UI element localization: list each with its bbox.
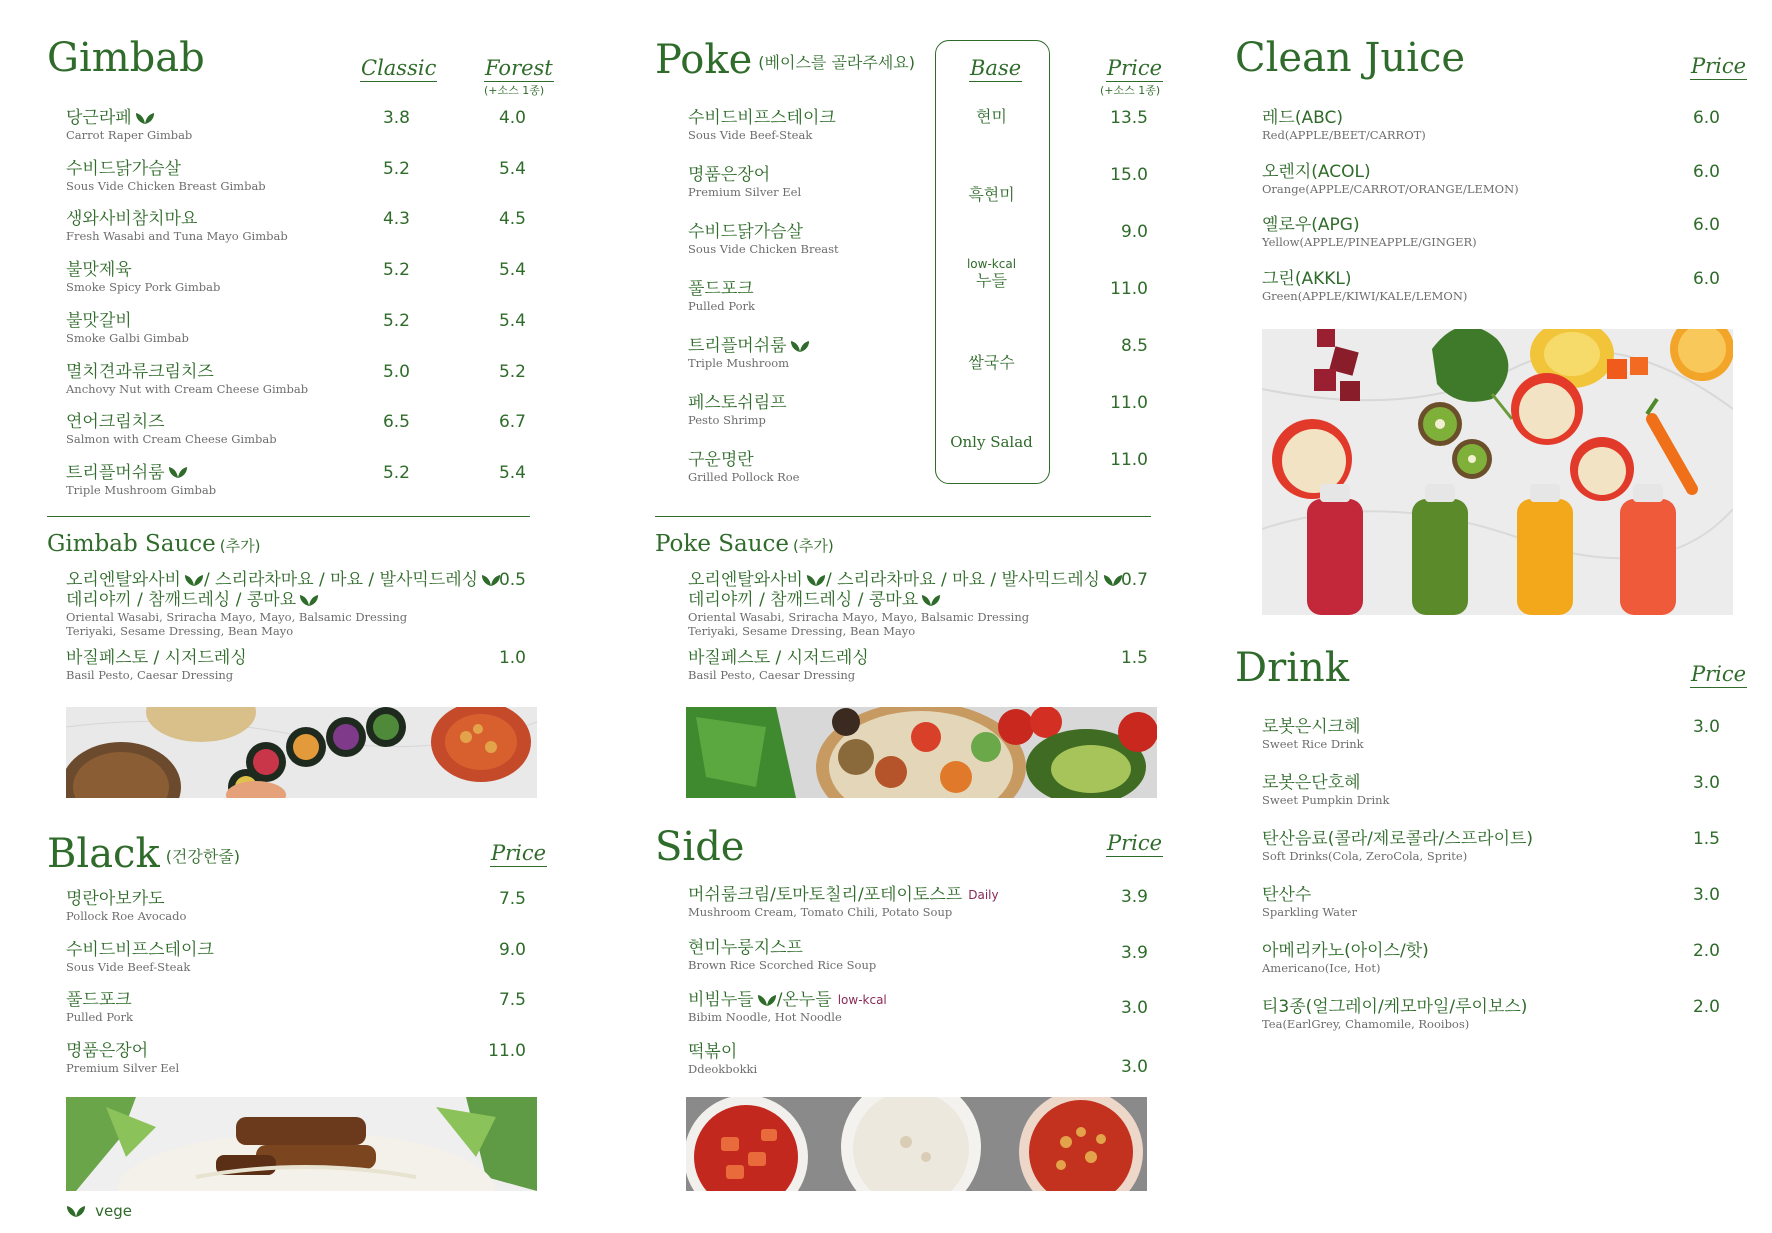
- black-photo: [66, 1097, 537, 1191]
- divider: [47, 516, 530, 517]
- gimbab-name-ko: 멸치견과류크림치즈: [66, 361, 214, 382]
- black-name-ko: 풀드포크: [66, 990, 132, 1011]
- drink-name-ko: 탄산음료(콜라/제로콜라/스프라이트): [1262, 829, 1534, 849]
- gimbab-forest: 5.4: [498, 158, 526, 179]
- drink-name-en: Soft Drinks(Cola, ZeroCola, Sprite): [1262, 849, 1468, 863]
- drink-price: 1.5: [1692, 829, 1720, 849]
- vege-leaf-icon: [757, 994, 777, 1007]
- side-price-4: 3.0: [1120, 1057, 1148, 1077]
- juice-name-en: Orange(APPLE/CARROT/ORANGE/LEMON): [1262, 181, 1519, 196]
- side-item-4: 떡볶이 Ddeokbokki: [688, 1042, 758, 1076]
- gimbab-photo: [66, 707, 537, 798]
- black-price: 7.5: [498, 990, 526, 1011]
- black-price: 7.5: [498, 889, 526, 909]
- gimbab-forest: 4.0: [498, 108, 526, 128]
- poke-price: 11.0: [1110, 279, 1148, 299]
- black-item: [66, 940, 214, 974]
- drink-name-ko: 탄산수: [1262, 885, 1312, 905]
- drink-title: Drink: [1235, 645, 1349, 691]
- poke-item: [688, 336, 810, 370]
- poke-name-ko: 수비드비프스테이크: [688, 108, 836, 128]
- side-price-1: 3.9: [1120, 887, 1148, 907]
- black-price: 9.0: [498, 939, 526, 960]
- gimbab-forest: 5.2: [498, 361, 526, 382]
- poke-item: [688, 222, 839, 256]
- poke-name-ko: 트리플머쉬룸: [688, 336, 787, 356]
- drink-price: 3.0: [1692, 885, 1720, 905]
- gimbab-item: [66, 362, 308, 396]
- gimbab-sauce-item-2: 바질페스토 / 시저드레싱 Basil Pesto, Caesar Dressing: [66, 648, 247, 682]
- poke-item: [688, 165, 801, 199]
- gimbab-col-forest: Forest: [484, 57, 554, 82]
- poke-base-1[interactable]: 현미: [976, 107, 1007, 126]
- gimbab-forest: 6.7: [498, 412, 526, 433]
- drink-name-en: Sweet Rice Drink: [1262, 737, 1364, 751]
- vege-leaf-icon: [806, 574, 826, 587]
- juice-name-ko: 옐로우(APG): [1262, 215, 1360, 236]
- poke-item: [688, 108, 836, 142]
- juice-name-ko: 오렌지(ACOL): [1262, 161, 1371, 182]
- vege-leaf-icon: [66, 1205, 86, 1218]
- side-price-3: 3.0: [1120, 998, 1148, 1018]
- poke-sauce-title: Poke Sauce (추가): [655, 531, 834, 557]
- vege-leaf-icon: [135, 112, 155, 125]
- gimbab-name-ko: 트리플머쉬룸: [66, 462, 165, 483]
- poke-sauce-item-2: 바질페스토 / 시저드레싱 Basil Pesto, Caesar Dressing: [688, 648, 869, 682]
- juice-item: [1262, 108, 1426, 142]
- side-item-3: 비빔누들 /온누들 $^{low-kcal}$ Bibim Noodle, Hot Noodle: [688, 990, 887, 1024]
- gimbab-classic: 3.8: [382, 108, 410, 128]
- gimbab-name-en: Sous Vide Chicken Breast Gimbab: [66, 178, 266, 193]
- poke-name-ko: 풀드포크: [688, 279, 754, 299]
- gimbab-name-en: Anchovy Nut with Cream Cheese Gimbab: [66, 381, 309, 396]
- drink-item: [1262, 717, 1364, 751]
- poke-base-2[interactable]: 흑현미: [968, 185, 1015, 204]
- drink-item: [1262, 773, 1390, 807]
- gimbab-name-ko: 연어크림치즈: [66, 412, 165, 433]
- gimbab-classic: 5.2: [382, 310, 410, 331]
- gimbab-item: [66, 412, 277, 446]
- black-name-en: Premium Silver Eel: [66, 1061, 180, 1076]
- juice-price: 6.0: [1692, 215, 1720, 236]
- drink-name-ko: 로봇은시크혜: [1262, 717, 1361, 737]
- juice-name-en: Green(APPLE/KIWI/KALE/LEMON): [1262, 289, 1468, 304]
- gimbab-classic: 5.2: [382, 260, 410, 281]
- poke-name-ko: 페스토쉬림프: [688, 393, 787, 413]
- drink-price: 3.0: [1692, 717, 1720, 737]
- black-name-en: Pulled Pork: [66, 1010, 133, 1025]
- gimbab-title: Gimbab: [47, 35, 205, 81]
- gimbab-item: [66, 311, 189, 345]
- juice-name-ko: 레드(ABC): [1262, 108, 1343, 128]
- gimbab-forest: 5.4: [498, 462, 526, 483]
- poke-base-3-note: low-kcal: [966, 257, 1017, 271]
- juice-item: [1262, 162, 1519, 196]
- juice-name-en: Red(APPLE/BEET/CARROT): [1262, 128, 1426, 142]
- poke-price: 11.0: [1110, 393, 1148, 413]
- gimbab-name-ko: 당근라페: [66, 108, 132, 128]
- gimbab-classic: 5.2: [382, 462, 410, 483]
- poke-base-5[interactable]: Only Salad: [950, 433, 1033, 451]
- poke-name-en: Premium Silver Eel: [688, 185, 802, 199]
- poke-col-price-note: (+소스 1종): [1100, 84, 1161, 97]
- gimbab-name-en: Smoke Galbi Gimbab: [66, 330, 189, 345]
- drink-price: 2.0: [1692, 941, 1720, 961]
- poke-sauce-item-1: 오리엔탈와사비 / 스리라차마요 / 마요 / 발사믹드레싱 데리야끼 / 참깨드레싱 / 콩마요 Oriental Wasabi, Sriracha Mayo, Mayo, Balsamic Dressing Teriyaki, Sesame Dressing, Bean Mayo: [688, 570, 1123, 638]
- drink-name-en: Americano(Ice, Hot): [1262, 961, 1381, 975]
- vege-leaf-icon: [921, 594, 941, 607]
- juice-price: 6.0: [1692, 161, 1720, 182]
- vege-leaf-icon: [790, 340, 810, 353]
- gimbab-forest: 5.4: [498, 310, 526, 331]
- drink-price: 3.0: [1692, 773, 1720, 793]
- vege-leaf-icon: [184, 574, 204, 587]
- juice-item: [1262, 269, 1467, 303]
- gimbab-name-en: Triple Mushroom Gimbab: [66, 482, 217, 497]
- gimbab-name-ko: 불맛갈비: [66, 310, 132, 331]
- black-name-en: Sous Vide Beef-Steak: [66, 959, 191, 974]
- black-name-ko: 수비드비프스테이크: [66, 939, 214, 960]
- side-item-1: 머쉬룸크림/토마토칠리/포테이토스프 $^{Daily}$ Mushroom Cream, Tomato Chili, Potato Soup: [688, 885, 999, 919]
- poke-sauce-price-1: 0.7: [1120, 570, 1148, 590]
- juice-col-price: Price: [1690, 55, 1747, 80]
- gimbab-forest: 4.5: [498, 209, 526, 230]
- poke-price: 15.0: [1110, 165, 1148, 185]
- black-name-ko: 명란아보카도: [66, 889, 165, 909]
- gimbab-classic: 4.3: [382, 209, 410, 230]
- vege-leaf-icon: [299, 594, 319, 607]
- poke-name-en: Triple Mushroom: [688, 356, 790, 370]
- poke-price: 13.5: [1110, 108, 1148, 128]
- drink-price: 2.0: [1692, 997, 1720, 1017]
- poke-name-en: Pesto Shrimp: [688, 413, 766, 427]
- black-item: [66, 889, 186, 923]
- poke-name-ko: 명품은장어: [688, 165, 771, 185]
- juice-photo: [1262, 329, 1733, 615]
- black-item: [66, 1041, 179, 1075]
- poke-photo: [686, 707, 1157, 798]
- juice-item: [1262, 215, 1477, 249]
- gimbab-col-forest-note: (+소스 1종): [484, 84, 545, 97]
- gimbab-name-en: Carrot Raper Gimbab: [66, 128, 193, 142]
- juice-price: 6.0: [1692, 108, 1720, 128]
- vege-leaf-icon: [168, 466, 188, 479]
- gimbab-classic: 5.2: [382, 158, 410, 179]
- poke-item: [688, 279, 755, 313]
- drink-name-ko: 로봇은단호혜: [1262, 773, 1361, 793]
- legend-vege: vege: [66, 1201, 132, 1221]
- side-item-2: 현미누룽지스프 Brown Rice Scorched Rice Soup: [688, 938, 877, 972]
- black-price: 11.0: [488, 1041, 526, 1062]
- gimbab-item: [66, 108, 192, 142]
- poke-col-price: Price: [1106, 57, 1163, 82]
- poke-base-3[interactable]: 누들: [976, 271, 1007, 290]
- poke-sauce-price-2: 1.5: [1120, 648, 1148, 668]
- gimbab-name-en: Smoke Spicy Pork Gimbab: [66, 280, 221, 295]
- gimbab-col-classic: Classic: [360, 57, 437, 82]
- gimbab-item: [66, 260, 220, 294]
- side-title: Side: [655, 824, 745, 870]
- juice-price: 6.0: [1692, 269, 1720, 290]
- black-item: [66, 990, 133, 1024]
- juice-name-ko: 그린(AKKL): [1262, 269, 1352, 290]
- poke-item: [688, 450, 799, 484]
- gimbab-name-en: Fresh Wasabi and Tuna Mayo Gimbab: [66, 229, 288, 244]
- poke-name-ko: 구운명란: [688, 450, 754, 470]
- poke-price: 11.0: [1110, 450, 1148, 470]
- drink-item: [1262, 941, 1429, 975]
- gimbab-forest: 5.4: [498, 260, 526, 281]
- poke-title: Poke (베이스를 골라주세요): [655, 37, 915, 83]
- gimbab-sauce-price-1: 0.5: [498, 570, 526, 590]
- side-photo: [686, 1097, 1147, 1191]
- juice-name-en: Yellow(APPLE/PINEAPPLE/GINGER): [1262, 235, 1477, 250]
- gimbab-item: [66, 159, 266, 193]
- poke-price: 8.5: [1120, 336, 1148, 356]
- black-title: Black (건강한줄): [47, 831, 240, 877]
- drink-item: [1262, 829, 1533, 863]
- gimbab-name-ko: 생와사비참치마요: [66, 209, 198, 230]
- drink-name-en: Tea(EarlGrey, Chamomile, Rooibos): [1262, 1017, 1470, 1031]
- drink-item: [1262, 885, 1357, 919]
- gimbab-item: [66, 463, 216, 497]
- juice-title: Clean Juice: [1235, 35, 1466, 81]
- side-col-price: Price: [1106, 832, 1163, 857]
- gimbab-classic: 6.5: [382, 412, 410, 433]
- drink-name-en: Sparkling Water: [1262, 905, 1357, 919]
- gimbab-sauce-price-2: 1.0: [498, 648, 526, 668]
- drink-name-ko: 아메리카노(아이스/핫): [1262, 941, 1429, 961]
- poke-name-en: Sous Vide Chicken Breast: [688, 242, 839, 256]
- gimbab-sauce-title: Gimbab Sauce (추가): [47, 531, 261, 557]
- poke-base-4[interactable]: 쌀국수: [968, 353, 1015, 372]
- gimbab-sauce-item-1: 오리엔탈와사비 / 스리라차마요 / 마요 / 발사믹드레싱 데리야끼 / 참깨드레싱 / 콩마요 Oriental Wasabi, Sriracha Mayo, Mayo, Balsamic Dressing Teriyaki, Sesame Dressing, Bean Mayo: [66, 570, 501, 638]
- poke-name-en: Sous Vide Beef-Steak: [688, 128, 813, 142]
- poke-price: 9.0: [1120, 222, 1148, 242]
- drink-name-ko: 티3종(얼그레이/케모마일/루이보스): [1262, 997, 1528, 1017]
- poke-col-base: Base: [969, 57, 1022, 82]
- poke-name-en: Pulled Pork: [688, 299, 755, 313]
- gimbab-name-en: Salmon with Cream Cheese Gimbab: [66, 432, 277, 447]
- drink-name-en: Sweet Pumpkin Drink: [1262, 793, 1390, 807]
- gimbab-name-ko: 불맛제육: [66, 260, 132, 281]
- poke-name-en: Grilled Pollock Roe: [688, 470, 800, 484]
- black-name-ko: 명품은장어: [66, 1041, 149, 1062]
- gimbab-classic: 5.0: [382, 361, 410, 382]
- black-name-en: Pollock Roe Avocado: [66, 909, 187, 923]
- gimbab-name-ko: 수비드닭가슴살: [66, 158, 181, 179]
- divider: [655, 516, 1151, 517]
- poke-item: [688, 393, 787, 427]
- poke-name-ko: 수비드닭가슴살: [688, 222, 803, 242]
- drink-col-price: Price: [1690, 663, 1747, 688]
- black-col-price: Price: [490, 842, 547, 867]
- side-price-2: 3.9: [1120, 943, 1148, 963]
- gimbab-item: [66, 209, 288, 243]
- drink-item: [1262, 997, 1527, 1031]
